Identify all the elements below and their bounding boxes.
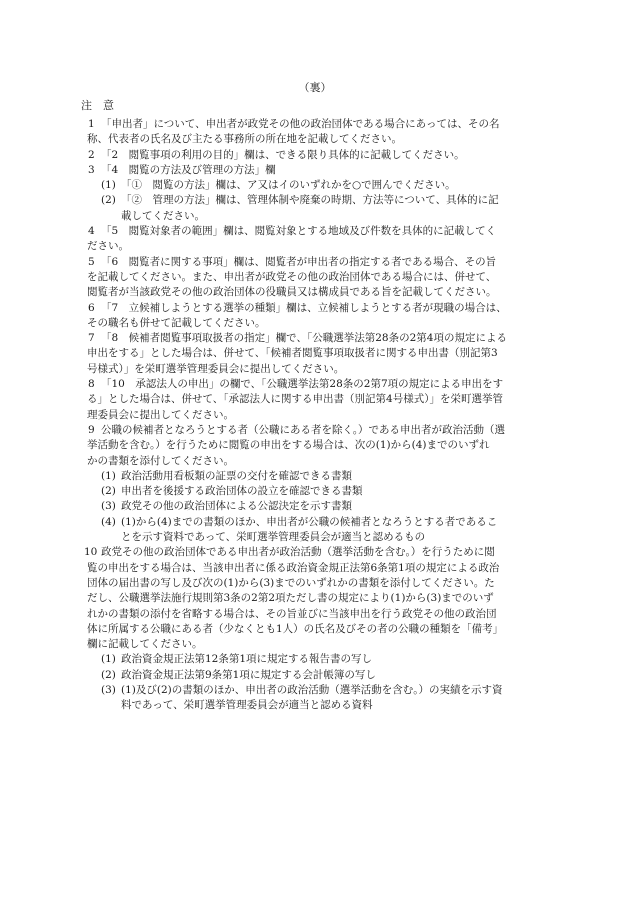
note-number: 6 [88, 301, 95, 314]
note-number: 3 [88, 163, 95, 176]
note-text-line: 「10 承認法人の申出」の欄で、「公職選挙法第28条の2第7項の規定による申出をす [101, 378, 504, 391]
sub-note-item [0, 178, 551, 193]
note-text-line: だし、公職選挙法施行規則第3条の2第2項ただし書の規定により(1)から(3)までのいず [87, 592, 494, 605]
note-text-line: 欄に記載してください。 [87, 638, 203, 651]
note-text-line: 体に所属する公職にある者（少なくとも1人）の氏名及びその者の公職の種類を「備考」 [87, 622, 504, 635]
sub-note-text-line: とを示す資料であって、栄町選挙管理委員会が適当と認めるもの [121, 531, 426, 544]
page-side-label: （裏） [298, 81, 332, 94]
note-text-line: 覧の申出をする場合は、当該申出者に係る政治資金規正法第6条第1項の規定による政治 [87, 561, 500, 574]
sub-note-number: (2) [101, 668, 116, 681]
sub-note-text-line: 「② 管理の方法」欄は、管理体制や廃棄の時期、方法等について、具体的に記 [121, 194, 499, 207]
note-text-line: 「6 閲覧者に関する事項」欄は、閲覧者が申出者の指定する者である場合、その旨 [101, 255, 497, 268]
note-text-line: 号様式）」を栄町選挙管理委員会に提出してください。 [87, 362, 345, 375]
note-item [0, 377, 550, 423]
note-text-line: 「7 立候補しようとする選挙の種類」欄は、立候補しようとする者が現職の場合は、 [101, 301, 507, 314]
note-text-line: 団体の届出書の写し及び次の(1)から(3)までのいずれかの書類を添付してください。た [87, 576, 495, 589]
note-number: 7 [88, 332, 95, 345]
sub-note-number: (4) [101, 515, 116, 528]
notes-heading: 注 意 [81, 99, 114, 112]
note-text-line: を記載してください。また、申出者が政党その他の政治団体である場合には、併せて、 [87, 270, 497, 283]
notes-list [0, 117, 630, 714]
note-text-line: 政党その他の政治団体である申出者が政治活動（選挙活動を含む。）を行うために閲 [101, 546, 495, 559]
note-text-line: 閲覧者が当該政党その他の政治団体の役職員又は構成員である旨を記載してください。 [87, 286, 497, 299]
sub-note-item [0, 469, 551, 484]
sub-note-text-line: 載してください。 [121, 209, 205, 222]
note-item [0, 148, 550, 163]
note-item [0, 331, 550, 377]
sub-note-number: (2) [101, 485, 116, 498]
note-text-line: 称、代表者の氏名及び主たる事務所の所在地を記載してください。 [87, 133, 402, 146]
note-text-line: 「申出者」について、申出者が政党その他の政治団体である場合にあっては、その名 [101, 118, 500, 130]
note-text-line: る」とした場合は、併せて、「承認法人に関する申出書（別記第4号様式）」を栄町選挙管 [87, 393, 503, 406]
note-number: 1 [88, 118, 95, 130]
sub-note-text-line: 「① 閲覧の方法」欄は、ア又はイのいずれかを○で囲んでください。 [121, 179, 456, 192]
note-text-line: 「5 閲覧対象者の範囲」欄は、閲覧対象とする地域及び件数を具体的に記載してく [101, 225, 497, 238]
note-item [0, 301, 550, 332]
note-text-line: ださい。 [87, 240, 129, 253]
sub-note-text-line: (1)及び(2)の書類のほか、申出者の政治活動（選挙活動を含む。）の実績を示す資 [121, 683, 503, 696]
sub-note-number: (2) [101, 194, 116, 207]
note-item [0, 255, 550, 301]
note-item [0, 224, 550, 255]
sub-note-text-line: 料であって、栄町選挙管理委員会が適当と認める資料 [121, 699, 373, 712]
sub-note-text-line: 政治資金規正法第12条第1項に規定する報告書の写し [121, 653, 373, 666]
sub-note-item [0, 652, 551, 667]
sub-note-number: (1) [101, 653, 116, 666]
note-text-line: その職名も併せて記載してください。 [87, 316, 266, 329]
sub-note-number: (1) [101, 469, 116, 482]
note-text-line: 理委員会に提出してください。 [87, 408, 234, 421]
note-text-line: 公職の候補者となろうとする者（公職にある者を除く。）である申出者が政治活動（選 [101, 423, 506, 436]
note-text-line: かの書類を添付してください。 [87, 454, 234, 467]
note-number: 10 [84, 546, 98, 559]
sub-note-item [0, 484, 551, 499]
sub-note-number: (3) [101, 683, 116, 696]
sub-note-text-line: 政治活動用看板類の証票の交付を確認できる書類 [121, 469, 352, 482]
note-number: 8 [88, 378, 95, 391]
note-number: 9 [88, 423, 95, 436]
note-number: 4 [88, 225, 95, 238]
note-item [0, 545, 550, 652]
sub-note-text-line: 政治資金規正法第9条第1項に規定する会計帳簿の写し [121, 668, 376, 681]
note-text-line: 「4 閲覧の方法及び管理の方法」欄 [101, 163, 276, 176]
sub-note-item [0, 515, 551, 546]
sub-note-item [0, 668, 551, 683]
sub-note-item [0, 499, 551, 514]
note-number: 2 [88, 148, 95, 161]
sub-note-item [0, 193, 551, 224]
sub-note-number: (3) [101, 500, 116, 513]
note-text-line: 「8 候補者閲覧事項取扱者の指定」欄で、「公職選挙法第28条の2第4項の規定による [101, 332, 507, 345]
note-text-line: れかの書類の添付を省略する場合は、その旨並びに当該申出を行う政党その他の政治団 [87, 607, 497, 620]
sub-note-text-line: 申出者を後援する政治団体の設立を確認できる書類 [121, 485, 363, 498]
note-item [0, 163, 550, 178]
sub-note-text-line: 政党その他の政治団体による公認決定を示す書類 [121, 500, 352, 513]
sub-note-number: (1) [101, 179, 116, 192]
note-number: 5 [88, 255, 95, 268]
note-text-line: 申出をする」とした場合は、併せて、「候補者閲覧事項取扱者に関する申出書（別記第3 [87, 347, 498, 360]
sub-note-text-line: (1)から(4)までの書類のほか、申出者が公職の候補者となろうとする者であるこ [121, 515, 498, 528]
note-text-line: 挙活動を含む。）を行うために閲覧の申出をする場合は、次の(1)から(4)までのいずれ [87, 439, 490, 452]
sub-note-item [0, 683, 551, 714]
note-item [0, 423, 550, 469]
note-text-line: 「2 閲覧事項の利用の目的」欄は、できる限り具体的に記載してください。 [101, 148, 465, 161]
note-item [0, 117, 550, 148]
